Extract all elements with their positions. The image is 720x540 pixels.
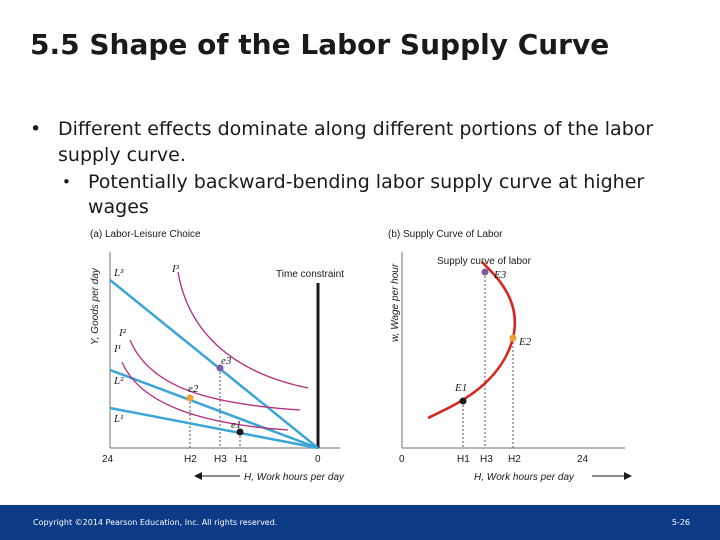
tick-b-h3: H3: [480, 454, 493, 465]
panel-a-title: (a) Labor-Leisure Choice: [90, 229, 201, 240]
panel-b-title: (b) Supply Curve of Labor: [388, 229, 503, 240]
page-number: 5-26: [671, 518, 690, 527]
panel-b: [388, 229, 628, 483]
point-b-e2: [510, 335, 517, 342]
label-b-e2: E2: [519, 336, 532, 348]
panel-a-y-axis-label: Y, Goods per day: [90, 268, 101, 345]
label-i1: I¹: [114, 343, 121, 355]
point-e2: [187, 395, 194, 402]
label-b-e3: E3: [494, 269, 507, 281]
label-e2: e2: [188, 383, 199, 395]
sub-bullet-item: • Potentially backward-bending labor supply curve at higher wages: [58, 170, 700, 220]
tick-a-h1: H1: [235, 454, 248, 465]
supply-curve-label: Supply curve of labor: [437, 256, 531, 267]
tick-a-24: 24: [102, 454, 114, 465]
tick-a-0: 0: [315, 454, 321, 465]
label-l1: L¹: [114, 413, 124, 425]
point-b-e1: [460, 398, 467, 405]
copyright-text: Copyright ©2014 Pearson Education, Inc. All rights reserved.: [33, 518, 278, 527]
tick-a-h2: H2: [184, 454, 197, 465]
point-b-e3: [482, 269, 489, 276]
footer-bar: [0, 505, 720, 540]
label-l2: L²: [114, 375, 124, 387]
label-e3: e3: [221, 355, 232, 367]
panel-a-x-axis-label: H, Work hours per day: [244, 472, 345, 483]
label-l3: L³: [114, 267, 124, 279]
bullet-item: • Different effects dominate along different portions of the labor supply curve.: [30, 116, 700, 168]
label-e1: e1: [231, 419, 242, 431]
indifference-curve-i3: [178, 272, 308, 388]
label-i2: I²: [119, 327, 126, 339]
panel-b-y-axis-label: w, Wage per hour: [390, 263, 401, 342]
panel-a: [90, 229, 345, 483]
tick-b-h2: H2: [508, 454, 521, 465]
tick-a-h3: H3: [214, 454, 227, 465]
label-b-e1: E1: [455, 382, 468, 394]
labor-supply-curve: [428, 262, 515, 418]
time-constraint-label: Time constraint: [276, 269, 344, 280]
tick-b-0: 0: [399, 454, 405, 465]
panel-b-x-axis-label: H, Work hours per day: [474, 472, 575, 483]
budget-line-l3: [110, 280, 318, 448]
budget-line-l1: [110, 408, 318, 448]
label-i3: I³: [172, 263, 179, 275]
indifference-curve-i2: [130, 340, 300, 410]
tick-b-h1: H1: [457, 454, 470, 465]
slide-title: 5.5 Shape of the Labor Supply Curve: [30, 28, 610, 61]
tick-b-24: 24: [577, 454, 589, 465]
